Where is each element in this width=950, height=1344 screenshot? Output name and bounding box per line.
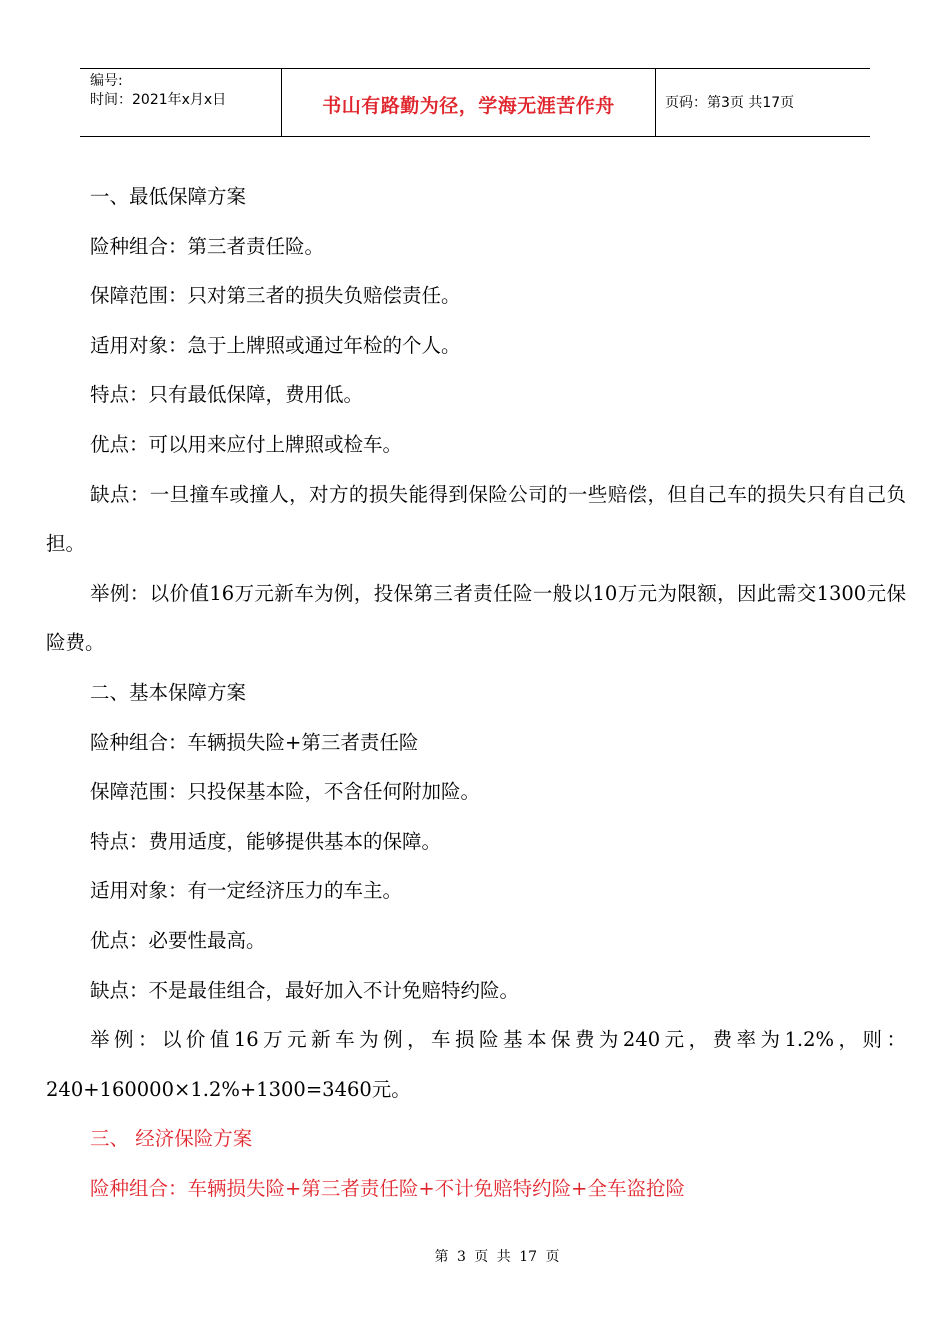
paragraph: 优点：必要性最高。: [90, 928, 266, 952]
page-header: [80, 68, 870, 137]
section-heading-1: 一、最低保障方案: [90, 185, 247, 208]
serial-number-label: 编号:: [90, 73, 123, 89]
paragraph: 险种组合：第三者责任险。: [90, 234, 325, 258]
paragraph: 缺点：一旦撞车或撞人，对方的损失能得到保险公司的一些赔偿，但自己车的损失只有自己负担。: [46, 482, 906, 556]
document-body: [46, 172, 906, 1213]
paragraph: 缺点：不是最佳组合，最好加入不计免赔特约险。: [90, 978, 520, 1002]
header-meta-cell: [80, 69, 282, 136]
header-page-info: 页码：第3页 共17页: [665, 95, 795, 111]
page-footer: 第 3 页 共 17 页: [434, 1249, 560, 1265]
paragraph: 适用对象：有一定经济压力的车主。: [90, 879, 403, 903]
paragraph: 保障范围：只投保基本险，不含任何附加险。: [90, 780, 481, 804]
paragraph: 险种组合：车辆损失险+第三者责任险+不计免赔特约险+全车盗抢险: [90, 1176, 686, 1200]
header-motto-cell: [282, 69, 656, 136]
paragraph: 险种组合：车辆损失险+第三者责任险: [90, 730, 419, 754]
paragraph: 优点：可以用来应付上牌照或检车。: [90, 432, 403, 456]
header-motto: 书山有路勤为径，学海无涯苦作舟: [322, 95, 615, 117]
section-heading-2: 二、基本保障方案: [90, 680, 247, 704]
paragraph: 适用对象：急于上牌照或通过年检的个人。: [90, 333, 461, 357]
section-heading-3: 三、 经济保险方案: [90, 1127, 253, 1151]
paragraph: 特点：只有最低保障，费用低。: [90, 383, 364, 407]
paragraph: 举例：以价值16万元新车为例，车损险基本保费为240元，费率为1.2%，则：240+160000×1.2%+1300=3460元。: [46, 1028, 906, 1101]
date-label: 时间：2021年x月x日: [90, 92, 227, 108]
paragraph: 保障范围：只对第三者的损失负赔偿责任。: [90, 284, 461, 308]
paragraph: 特点：费用适度，能够提供基本的保障。: [90, 829, 442, 853]
paragraph: 举例：以价值16万元新车为例，投保第三者责任险一般以10万元为限额，因此需交1300元保险费。: [46, 581, 906, 655]
